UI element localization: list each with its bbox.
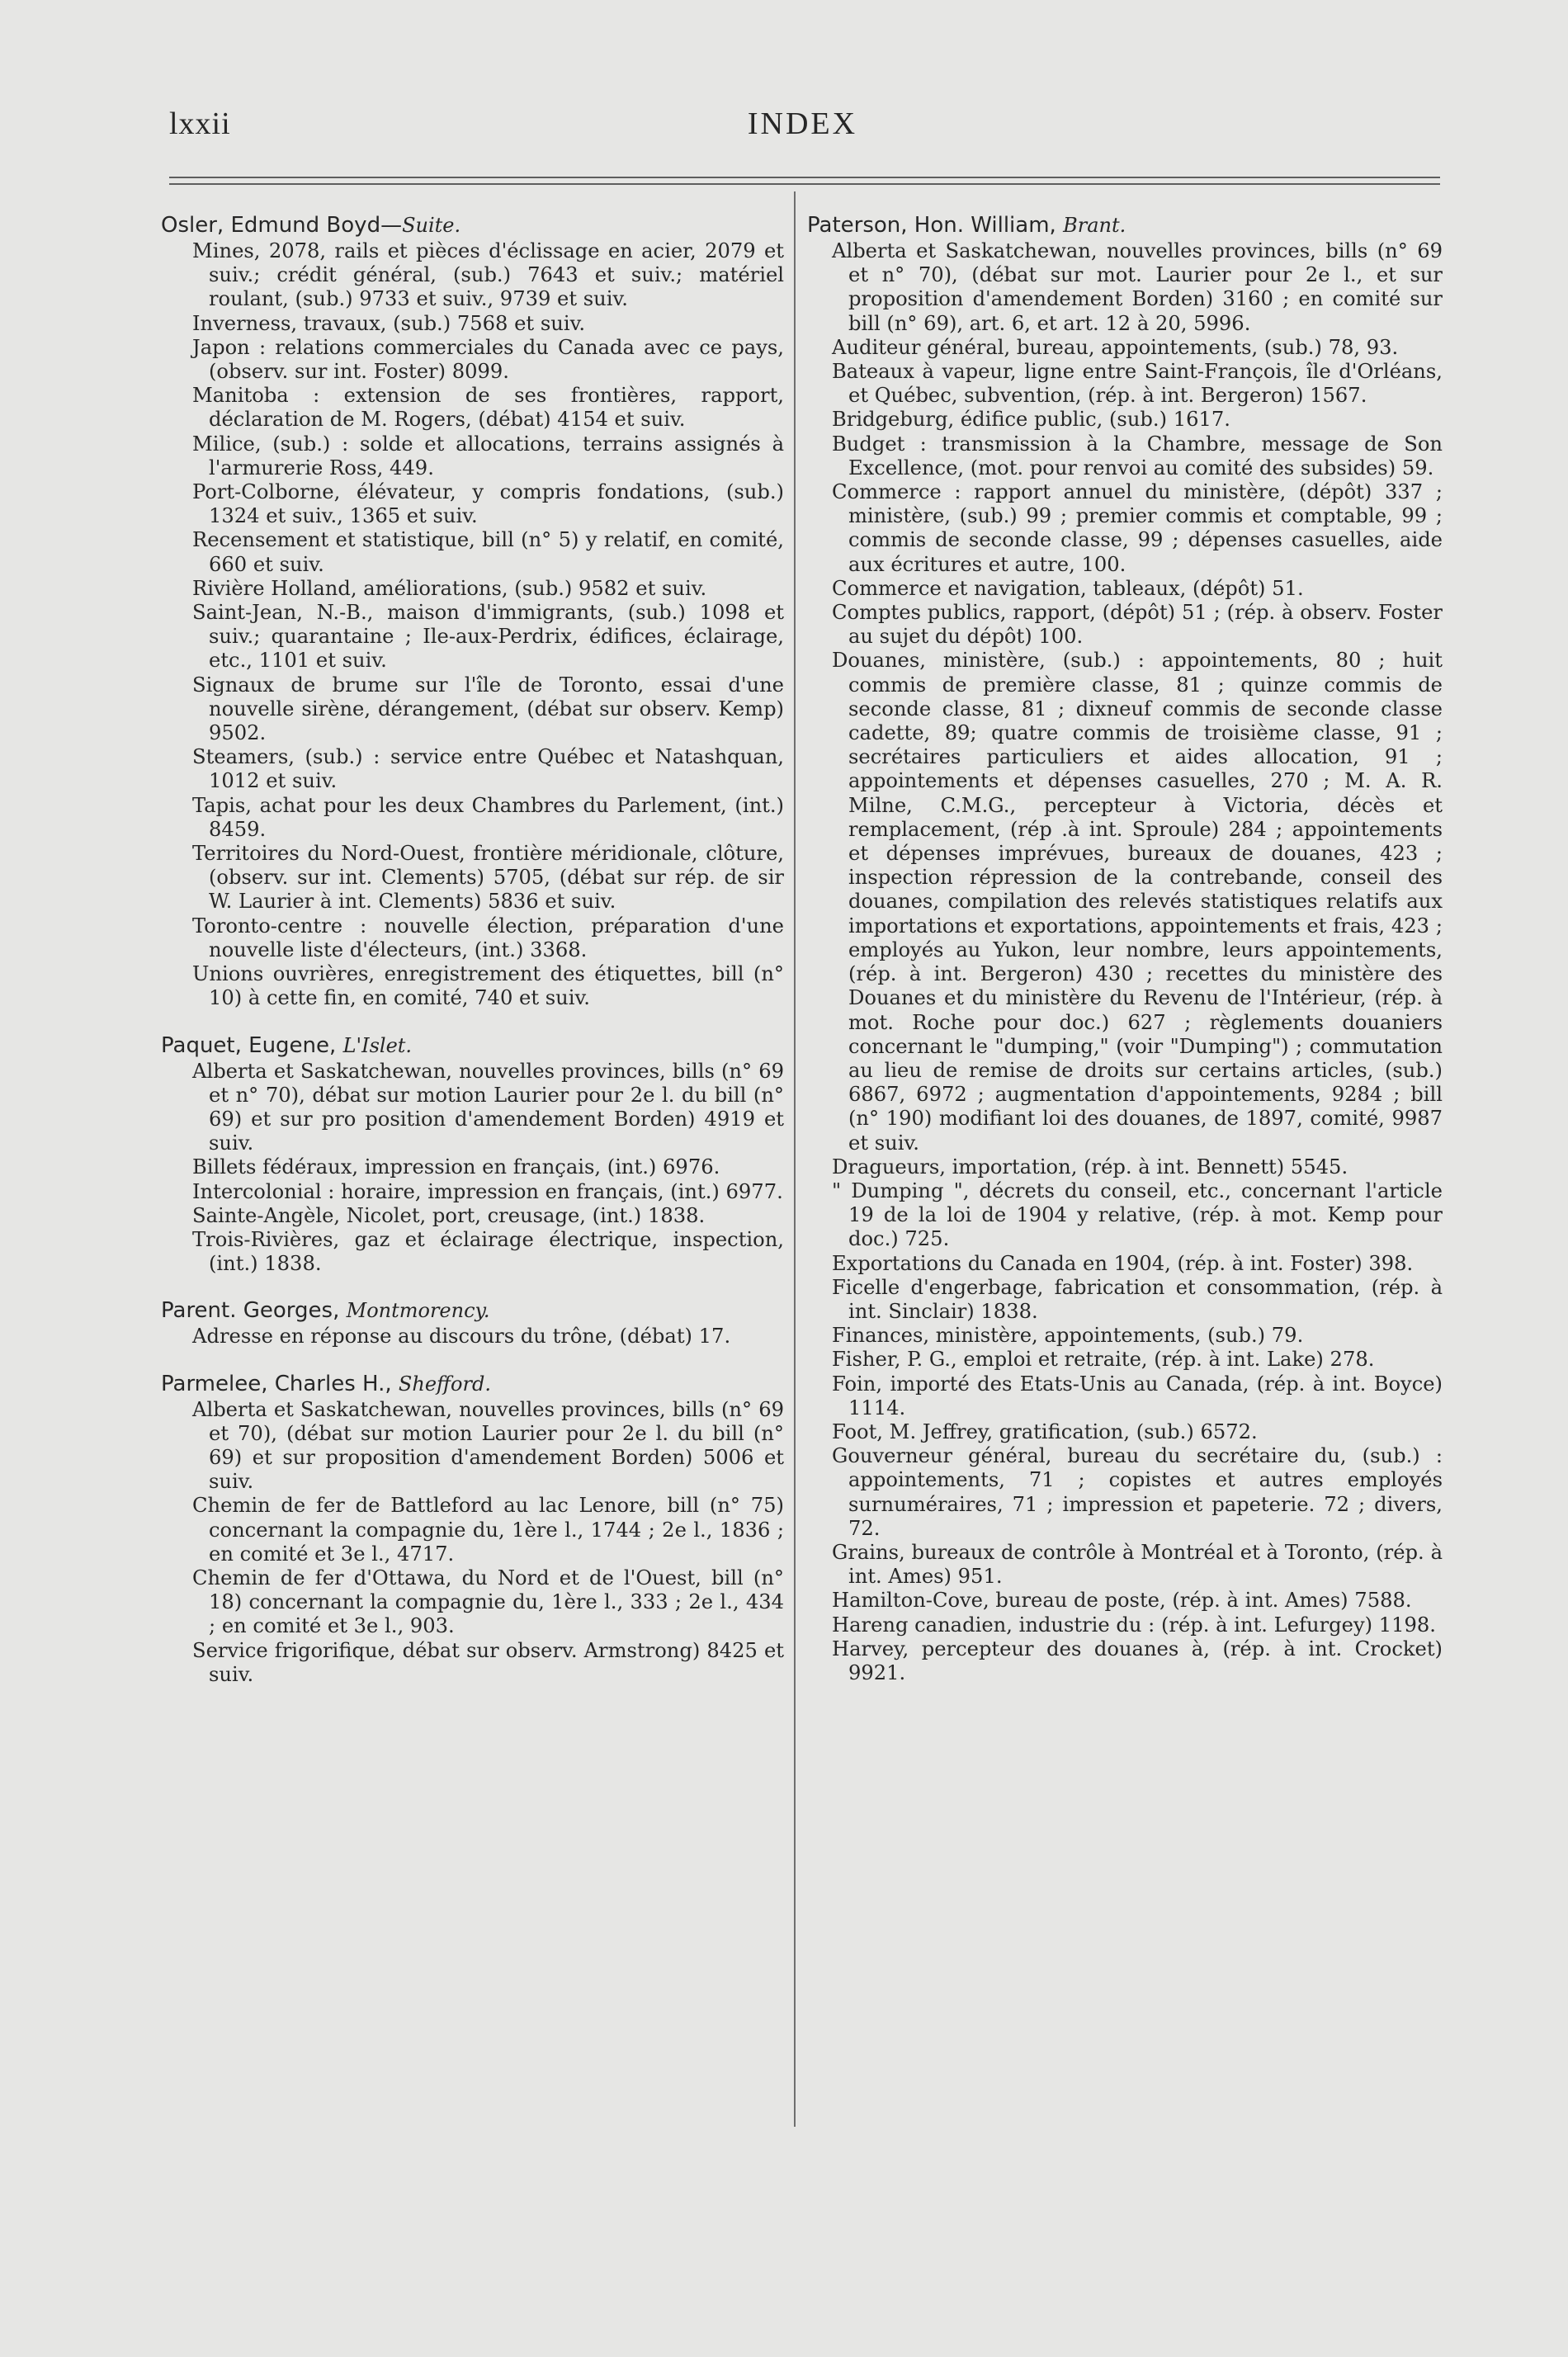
index-entry: Dragueurs, importation, (rép. à int. Bennett) 5545. — [832, 1155, 1348, 1178]
index-entry: Adresse en réponse au discours du trône, (débat) 17. — [192, 1325, 731, 1349]
index-entry: Finances, ministère, appointements, (sub.) 79. — [832, 1324, 1304, 1348]
index-entry: Service frigorifique, débat sur observ. Armstrong) 8425 et suiv. — [192, 1638, 784, 1686]
index-entry: Gouverneur général, bureau du secrétaire du, (sub.) : appointements, 71 ; copistes et autres employés surnuméraires, 71 ; impression et papeterie. 72 ; divers, 72. — [832, 1444, 1443, 1540]
member-heading — [161, 1033, 784, 1058]
index-entry: Fisher, P. G., emploi et retraite, (rép. à int. Lake) 278. — [832, 1348, 1375, 1372]
index-entry: Chemin de fer d'Ottawa, du Nord et de l'Ouest, bill (n° 18) concernant la compagnie du, 1ère l., 333 ; 2e l., 434 ; en comité et 3e l., 903. — [192, 1566, 784, 1638]
index-entry: Trois-Rivières, gaz et éclairage électrique, inspection, (int.) 1838. — [192, 1227, 784, 1276]
index-column-right — [807, 213, 1443, 1708]
member-name: Paterson, Hon. William, — [807, 213, 1064, 238]
member-heading — [161, 1298, 784, 1323]
index-entry: Bridgeburg, édifice public, (sub.) 1617. — [832, 408, 1230, 432]
index-entry: Alberta et Saskatchewan, nouvelles provinces, bills (n° 69 et n° 70), débat sur motion Laurier pour 2e l. du bill (n° 69) et sur pro position d'amendement Borden) 4919 et suiv. — [192, 1059, 784, 1155]
member-riding: Montmorency. — [346, 1299, 490, 1323]
page-title: INDEX — [747, 106, 858, 141]
header-rule-top — [169, 177, 1440, 178]
index-entry: Hareng canadien, industrie du : (rép. à int. Lefurgey) 1198. — [832, 1613, 1436, 1637]
index-entry: Foot, M. Jeffrey, gratification, (sub.) 6572. — [832, 1419, 1258, 1443]
index-entry: Port-Colborne, élévateur, y compris fondations, (sub.) 1324 et suiv., 1365 et suiv. — [192, 480, 784, 528]
index-entry: Grains, bureaux de contrôle à Montréal et à Toronto, (rép. à int. Ames) 951. — [832, 1540, 1443, 1589]
index-group — [161, 213, 784, 1011]
running-head — [169, 106, 1436, 155]
column-separator — [794, 191, 796, 2127]
member-riding: Suite. — [402, 214, 461, 237]
index-entry: Auditeur général, bureau, appointements, (sub.) 78, 93. — [832, 335, 1399, 359]
member-riding: L'Islet. — [342, 1033, 413, 1057]
member-heading — [161, 213, 784, 238]
index-entry: Manitoba : extension de ses frontières, rapport, déclaration de M. Rogers, (débat) 4154 et suiv. — [192, 384, 784, 432]
index-column-left — [161, 213, 784, 1709]
index-entry: Rivière Holland, améliorations, (sub.) 9582 et suiv. — [192, 576, 707, 600]
index-entry: Sainte-Angèle, Nicolet, port, creusage, (int.) 1838. — [192, 1203, 706, 1227]
index-group — [161, 1372, 784, 1687]
index-entry: Budget : transmission à la Chambre, message de Son Excellence, (mot. pour renvoi au comité des subsides) 59. — [832, 432, 1443, 479]
index-entry: Alberta et Saskatchewan, nouvelles provinces, bills (n° 69 et 70), (débat sur motion Laurier pour 2e l. du bill (n° 69) et sur proposition d'amendement Borden) 5006 et suiv. — [192, 1397, 784, 1494]
index-entry: " Dumping ", décrets du conseil, etc., concernant l'article 19 de la loi de 1904 y relative, (rép. à mot. Kemp pour doc.) 725. — [832, 1178, 1443, 1251]
member-riding: Shefford. — [398, 1372, 491, 1396]
index-entry: Commerce : rapport annuel du ministère, (dépôt) 337 ; ministère, (sub.) 99 ; premier commis et comptable, 99 ; commis de seconde classe, 99 ; dépenses casuelles, aide aux écritures et autre, 100. — [832, 480, 1443, 576]
index-entry: Chemin de fer de Battleford au lac Lenore, bill (n° 75) concernant la compagnie du, 1ère l., 1744 ; 2e l., 1836 ; en comité et 3e l., 4717. — [192, 1494, 784, 1566]
member-name: Parmelee, Charles H., — [161, 1371, 399, 1396]
member-name: Osler, Edmund Boyd— — [161, 213, 403, 238]
index-entry: Japon : relations commerciales du Canada avec ce pays, (observ. sur int. Foster) 8099. — [192, 335, 784, 384]
header-rule-bottom — [169, 183, 1440, 185]
index-entry: Mines, 2078, rails et pièces d'éclissage en acier, 2079 et suiv.; crédit général, (sub.) 7643 et suiv.; matériel roulant, (sub.) 9733 et suiv., 9739 et suiv. — [192, 239, 784, 311]
index-entry: Toronto-centre : nouvelle élection, préparation d'une nouvelle liste d'électeurs, (int.) 3368. — [192, 914, 784, 961]
member-riding: Brant. — [1063, 214, 1126, 237]
index-entry: Exportations du Canada en 1904, (rép. à int. Foster) 398. — [832, 1251, 1414, 1275]
index-entry: Territoires du Nord-Ouest, frontière méridionale, clôture, (observ. sur int. Clements) 5705, (débat sur rép. de sir W. Laurier à int. Clements) 5836 et suiv. — [192, 842, 784, 914]
index-entry: Hamilton-Cove, bureau de poste, (rép. à int. Ames) 7588. — [832, 1589, 1412, 1613]
index-entry: Harvey, percepteur des douanes à, (rép. à int. Crocket) 9921. — [832, 1637, 1443, 1684]
index-group — [161, 1298, 784, 1349]
index-entry: Bateaux à vapeur, ligne entre Saint-François, île d'Orléans, et Québec, subvention, (rép. à int. Bergeron) 1567. — [832, 360, 1443, 408]
index-group — [161, 1033, 784, 1277]
index-entry: Inverness, travaux, (sub.) 7568 et suiv. — [192, 311, 586, 335]
index-entry: Milice, (sub.) : solde et allocations, terrains assignés à l'armurerie Ross, 449. — [192, 432, 784, 479]
index-entry: Recensement et statistique, bill (n° 5) y relatif, en comité, 660 et suiv. — [192, 528, 784, 576]
index-entry: Ficelle d'engerbage, fabrication et consommation, (rép. à int. Sinclair) 1838. — [832, 1275, 1443, 1323]
index-entry: Intercolonial : horaire, impression en français, (int.) 6977. — [192, 1179, 783, 1203]
page-number: lxxii — [169, 106, 231, 141]
member-heading — [161, 1372, 784, 1396]
index-entry: Billets fédéraux, impression en français, (int.) 6976. — [192, 1155, 720, 1179]
index-entry: Foin, importé des Etats-Unis au Canada, (rép. à int. Boyce) 1114. — [832, 1372, 1443, 1419]
member-name: Parent. Georges, — [161, 1298, 347, 1324]
index-entry: Tapis, achat pour les deux Chambres du Parlement, (int.) 8459. — [192, 793, 784, 841]
index-entry: Saint-Jean, N.-B., maison d'immigrants, (sub.) 1098 et suiv.; quarantaine ; Ile-aux-Perdrix, édifices, éclairage, etc., 1101 et suiv. — [192, 601, 784, 673]
index-entry: Unions ouvrières, enregistrement des étiquettes, bill (n° 10) à cette fin, en comité, 740 et suiv. — [192, 962, 784, 1010]
index-group — [807, 213, 1443, 1685]
index-entry: Signaux de brume sur l'île de Toronto, essai d'une nouvelle sirène, dérangement, (débat sur observ. Kemp) 9502. — [192, 673, 784, 745]
member-name: Paquet, Eugene, — [161, 1032, 343, 1058]
index-entry: Alberta et Saskatchewan, nouvelles provinces, bills (n° 69 et n° 70), (débat sur mot. Laurier pour 2e l., et sur proposition d'amendement Borden) 3160 ; en comité sur bill (n° 69), art. 6, et art. 12 à 20, 5996. — [832, 239, 1443, 335]
index-entry: Douanes, ministère, (sub.) : appointements, 80 ; huit commis de première classe, 81 ; quinze commis de seconde classe, 81 ; dixneuf commis de seconde classe cadette, 89; quatre commis de troisième classe, 91 ; secrétaires particuliers et aides allocation, 91 ; appointements et dépenses casuelles, 270 ; M. A. R. Milne, C.M.G., percepteur à Victoria, décès et remplacement, (rép .à int. Sproule) 284 ; appointements et dépenses imprévues, bureaux de douanes, 423 ; inspection répression de la contrebande, conseil des douanes, compilation des relevés statistiques relatifs aux importations et exportations, appointements et frais, 423 ; employés au Yukon, leur nombre, leurs appointements, (rép. à int. Bergeron) 430 ; recettes du ministère des Douanes et du ministère du Revenu de l'Intérieur, (rép. à mot. Roche pour doc.) 627 ; règlements douaniers concernant le "dumping," (voir "Dumping") ; commutation au lieu de remise de droits sur certains articles, (sub.) 6867, 6972 ; augmentation d'appointements, 9284 ; bill (n° 190) modifiant loi des douanes, de 1897, comité, 9987 et suiv. — [832, 649, 1443, 1155]
index-entry: Steamers, (sub.) : service entre Québec et Natashquan, 1012 et suiv. — [192, 745, 784, 793]
index-entry: Comptes publics, rapport, (dépôt) 51 ; (rép. à observ. Foster au sujet du dépôt) 100. — [832, 601, 1443, 649]
member-heading — [807, 213, 1443, 238]
index-entry: Commerce et navigation, tableaux, (dépôt) 51. — [832, 576, 1304, 600]
